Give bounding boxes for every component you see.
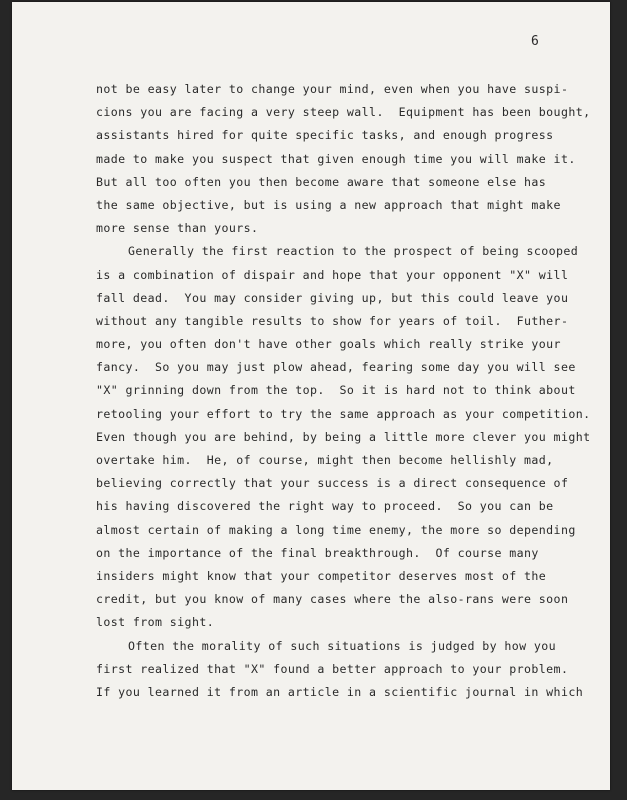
text-line: credit, but you know of many cases where the also-rans were soon xyxy=(96,592,569,607)
text-line: Often the morality of such situations is judged by how you xyxy=(128,638,557,653)
text-line: more, you often don't have other goals which really strike your xyxy=(96,337,561,352)
text-line: assistants hired for quite specific tasks, and enough progress xyxy=(96,128,554,143)
text-line: almost certain of making a long time enemy, the more so depending xyxy=(96,522,576,537)
text-line: Generally the first reaction to the prospect of being scooped xyxy=(128,244,579,259)
text-line: "X" grinning down from the top. So it is hard not to think about xyxy=(96,383,576,398)
text-line: not be easy later to change your mind, even when you have suspi- xyxy=(96,82,569,96)
text-line: retooling your effort to try the same approach as your competition. xyxy=(96,406,591,421)
text-line: cions you are facing a very steep wall. Equipment has been bought, xyxy=(96,105,591,120)
text-line: fancy. So you may just plow ahead, fearing some day you will see xyxy=(96,360,576,375)
text-line: fall dead. You may consider giving up, but this could leave you xyxy=(96,290,569,305)
text-line: is a combination of dispair and hope that your opponent "X" will xyxy=(96,267,569,282)
body-text xyxy=(96,78,591,704)
text-line: If you learned it from an article in a scientific journal in which xyxy=(96,684,584,699)
text-line: his having discovered the right way to proceed. So you can be xyxy=(96,499,554,514)
text-line: made to make you suspect that given enough time you will make it. xyxy=(96,151,576,166)
text-line: believing correctly that your success is a direct consequence of xyxy=(96,476,569,491)
page-number: 6 xyxy=(531,34,539,49)
text-line: the same objective, but is using a new approach that might make xyxy=(96,197,561,212)
text-line: on the importance of the final breakthrough. Of course many xyxy=(96,545,539,560)
text-line: Even though you are behind, by being a little more clever you might xyxy=(96,429,591,444)
text-line: overtake him. He, of course, might then become hellishly mad, xyxy=(96,453,554,467)
text-line: without any tangible results to show for years of toil. Futher- xyxy=(96,313,569,328)
text-line: But all too often you then become aware that someone else has xyxy=(96,174,547,189)
text-line: first realized that "X" found a better approach to your problem. xyxy=(96,661,569,676)
text-line: insiders might know that your competitor deserves most of the xyxy=(96,568,547,583)
text-line: more sense than yours. xyxy=(96,221,259,236)
typewritten-page xyxy=(12,2,610,790)
text-line: lost from sight. xyxy=(96,615,215,630)
